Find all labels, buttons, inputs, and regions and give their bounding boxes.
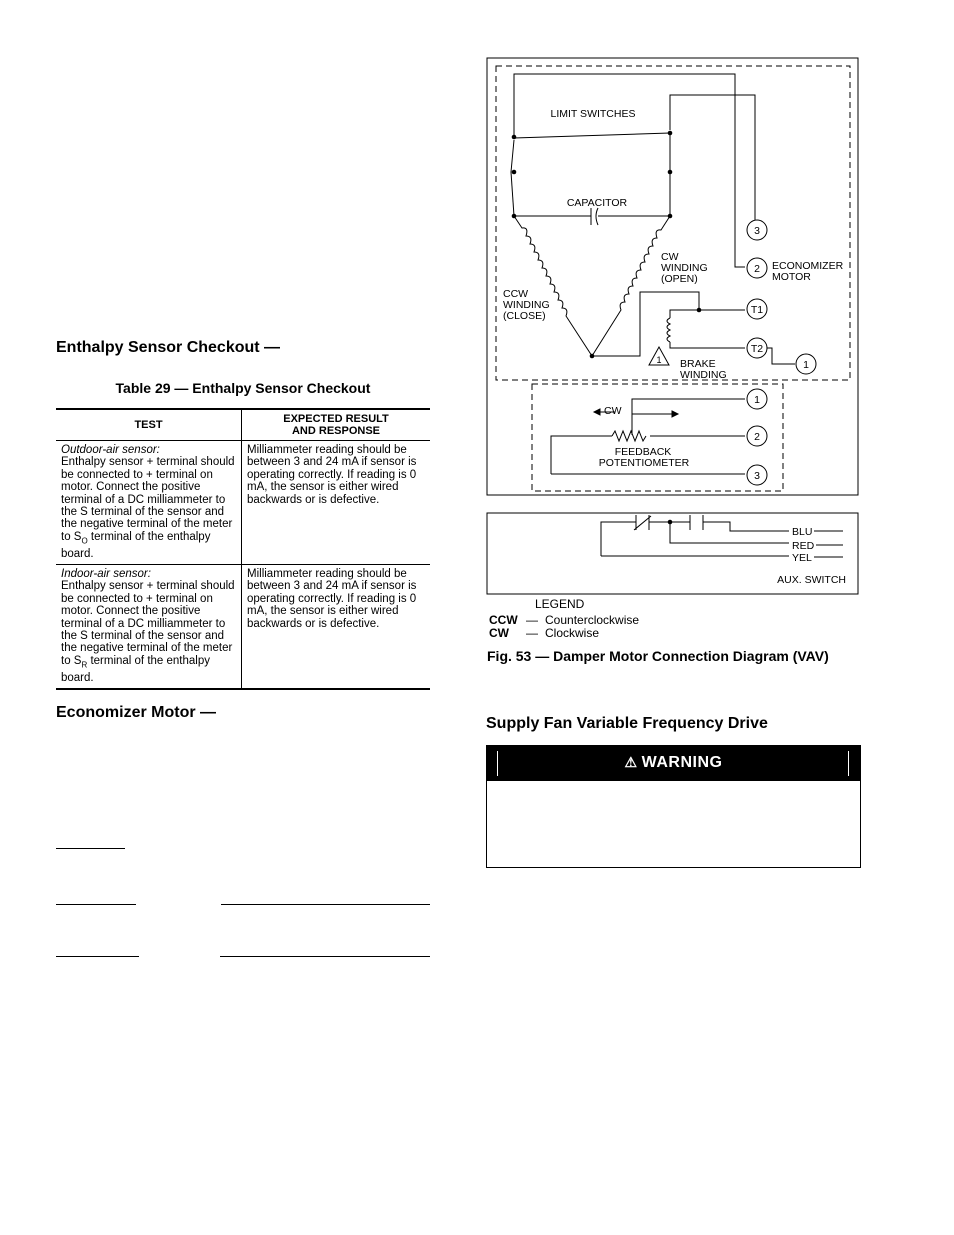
svg-text:WINDING: WINDING <box>503 299 550 311</box>
terminal-t2: T2 <box>750 343 764 355</box>
economizer-motor-label: ECONOMIZER <box>772 260 844 272</box>
ccw-winding-label: CCW <box>503 288 529 300</box>
figure-caption: Fig. 53 — Damper Motor Connection Diagram (VAV) <box>487 648 829 664</box>
wire-blu: BLU <box>792 526 813 538</box>
legend <box>489 614 639 640</box>
blank-rule <box>220 956 430 957</box>
blank-rule <box>56 848 125 849</box>
result-cell: Milliammeter reading should be between 3 and 24 mA if sensor is operating correctly. If reading is 0 mA, the sensor is either wired backwards or is defective. <box>242 441 431 565</box>
warning-box <box>486 745 861 868</box>
terminal-1: 1 <box>803 359 809 371</box>
col-test-header: TEST <box>56 409 242 441</box>
sensor-label: Indoor-air sensor: <box>61 567 151 580</box>
svg-text:MOTOR: MOTOR <box>772 271 811 283</box>
svg-text:WINDING: WINDING <box>680 369 727 381</box>
terminal-t1: T1 <box>750 304 764 316</box>
blank-rule <box>56 904 136 905</box>
note-marker: 1 <box>656 355 662 365</box>
limit-switches-label: LIMIT SWITCHES <box>550 108 636 120</box>
blank-rule <box>221 904 430 905</box>
aux-switch-label: AUX. SWITCH <box>777 574 846 586</box>
table-title: Table 29 — Enthalpy Sensor Checkout <box>115 380 371 396</box>
feedback-potentiometer-label: FEEDBACK <box>614 446 672 458</box>
warning-label: WARNING <box>641 754 723 771</box>
warning-banner <box>487 746 860 781</box>
test-cell: Indoor-air sensor: Enthalpy sensor + terminal should be connected to + terminal on motor. Connect the positive terminal of a DC milliammeter to the S terminal of the sensor and the negative terminal of the meter to $S_R$ terminal of the enthalpy board. <box>56 564 242 688</box>
table-row <box>56 441 430 565</box>
cw-arrow-label: CW <box>604 405 622 417</box>
terminal-3: 3 <box>754 225 760 237</box>
economizer-motor-heading: Economizer Motor — <box>56 704 217 721</box>
cw-winding-label: CW <box>661 251 679 263</box>
damper-motor-wiring-diagram <box>480 52 870 612</box>
test-cell: Outdoor-air sensor: Enthalpy sensor + terminal should be connected to + terminal on motor. Connect the positive terminal of a DC milliammeter to the S terminal of the sensor and the negative terminal of the meter to $S_O$ terminal of the enthalpy board. <box>56 441 242 565</box>
svg-text:WINDING: WINDING <box>661 262 708 274</box>
wire-red: RED <box>792 540 815 552</box>
brake-winding-label: BRAKE <box>680 358 716 370</box>
terminal-2: 2 <box>754 263 760 275</box>
vfd-heading: Supply Fan Variable Frequency Drive <box>486 715 768 732</box>
pot-terminal-1: 1 <box>754 394 760 406</box>
col-result-header: EXPECTED RESULT AND RESPONSE <box>242 409 431 441</box>
svg-text:(OPEN): (OPEN) <box>661 273 698 285</box>
legend-title: LEGEND <box>535 597 585 611</box>
pot-terminal-3: 3 <box>754 470 760 482</box>
svg-text:(CLOSE): (CLOSE) <box>503 310 546 322</box>
blank-rule <box>56 956 139 957</box>
warning-triangle-icon: ⚠ <box>624 754 638 770</box>
enthalpy-sensor-heading: Enthalpy Sensor Checkout — <box>56 339 281 356</box>
result-cell: Milliammeter reading should be between 3 and 24 mA if sensor is operating correctly. If reading is 0 mA, the sensor is either wired backwards or is defective. <box>242 564 431 688</box>
table-row <box>56 564 430 688</box>
sensor-label: Outdoor-air sensor: <box>61 444 160 456</box>
capacitor-label: CAPACITOR <box>566 197 628 209</box>
enthalpy-checkout-table <box>56 408 430 690</box>
legend-item: CCW — Counterclockwise <box>489 613 640 627</box>
pot-terminal-2: 2 <box>754 431 760 443</box>
legend-item: CW — Clockwise <box>489 626 600 640</box>
svg-text:POTENTIOMETER: POTENTIOMETER <box>598 457 690 469</box>
wire-yel: YEL <box>792 552 812 564</box>
